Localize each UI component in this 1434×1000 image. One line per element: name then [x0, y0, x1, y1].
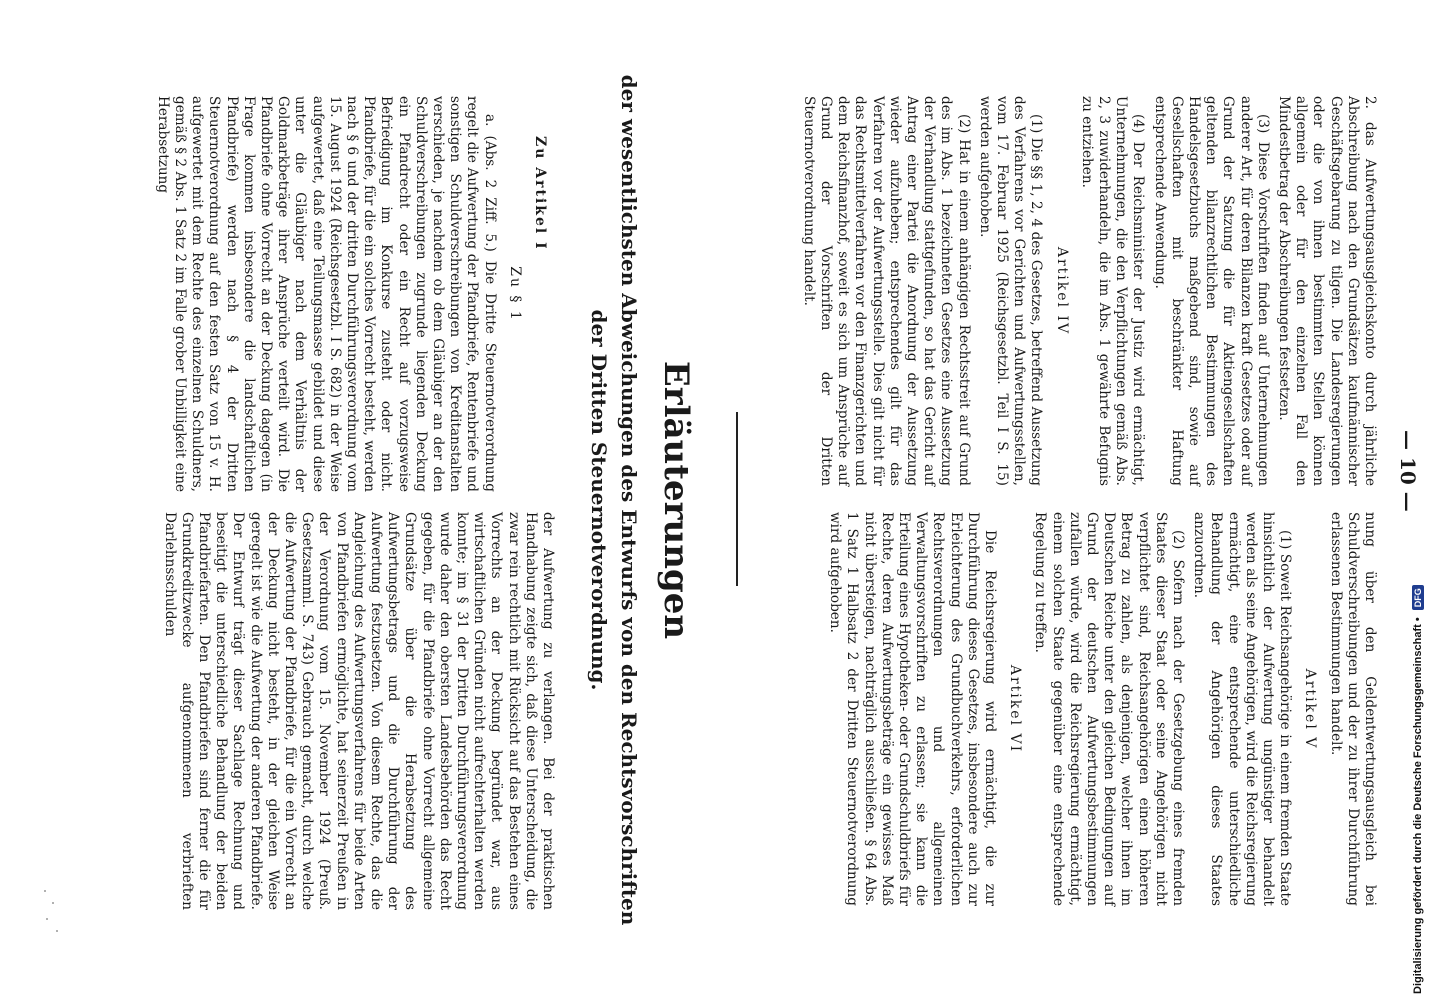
article-heading: Artikel IV	[1053, 246, 1070, 336]
paragraph: (2) Sofern nach der Gesetzgebung eines fremden Staates dieser Staat oder seine Angehörigen nicht verpflichtet sind, Reichsangehörigen einen höheren Betrag zu zahlen, als denjenigen, welcher ihnen im Deutschen Reiche unter den gleichen Bedingungen auf Grund der deutschen Aufwertungsbestimmungen zufallen würde, wird die Reichsregierung ermächtigt, einem solchen Staate gegenüber eine entsprechende Regelung zu treffen.	[1032, 512, 1186, 906]
heading-subtitle: der Dritten Steuernotverordnung.	[587, 309, 611, 691]
paragraph: (4) Der Reichsminister der Justiz wird ermächtigt, Unternehmungen, die den Verpflichtungen gemäß Abs. 2, 3 zuwiderhandeln, die im Abs. 1 gewährte Befugnis zu entziehen.	[1078, 96, 1147, 486]
paragraph: 2. das Aufwertungsausgleichskonto durch jährliche Abschreibung nach den Grundsätzen kaufmännischer Geschäftsgebarung zu tilgen. Die Landesregierungen oder die von ihnen bestimmten Stellen können allgemein oder für den einzelnen Fall den Mindestbetrag der Abschreibungen festsetzen.	[1275, 96, 1378, 486]
paragraph: Die Reichsregierung wird ermächtigt, die zur Durchführung dieses Gesetzes, insbesondere auch zur Erleichterung des Grundbuchverkehrs, erforderlichen Rechtsverordnungen und allgemeinen Verwaltungsvorschriften zu erlassen; sie kann die Erteilung eines Hypotheken- oder Grundschuldbriefs für Rechte, deren Aufwertungsbeträge ein gewisses Maß nicht übersteigen, nachträglich ausschließen. § 64 Abs. 1 Satz 1 Halbsatz 2 der Dritten Steuernotverordnung wird aufgehoben.	[827, 512, 998, 906]
section-divider	[736, 412, 738, 586]
dfg-logo: DFG	[1412, 585, 1424, 610]
digitization-credit-strip	[1406, 0, 1434, 1000]
paragraph: der Aufwertung zu verlangen. Bei der praktischen Handhabung zeigte sich, daß diese Unterscheidung, die zwar rein rechtlich mit Rücksicht auf das Bestehen eines Vorrechts an der Deckung begründet war, aus wirtschaftlichen Gründen nicht aufrechterhalten werden konnte; im § 31 der Dritten Durchführungsverordnung wurde daher den obersten Landesbehörden das Recht gegeben, für die Pfandbriefe ohne Vorrecht allgemeine Grundsätze über die Herabsetzung des Aufwertungsbetrags und die Durchführung der Aufwertung festzusetzen. Von diesem Rechte, das die Angleichung des Aufwertungsverfahrens für beide Arten von Pfandbriefen ermöglichte, hat seinerzeit Preußen in der Verordnung vom 15. November 1924 (Preuß. Gesetzsamml. S. 743) Gebrauch gemacht, durch welche die Aufwertung der Pfandbriefe, für die ein Vorrecht an der Deckung nicht besteht, in der gleichen Weise geregelt ist wie die Aufwertung der anderen Pfandbriefe. Der Entwurf trägt dieser Sachlage Rechnung und beseitigt die unterschiedliche Behandlung der beiden Pfandbriefarten. Den Pfandbriefen sind ferner die für Grundkreditzwecke aufgenommenen verbrieften Darlehnsschulden	[161, 512, 556, 910]
paragraph: (2) Hat in einem anhängigen Rechtsstreit auf Grund des im Abs. 1 bezeichneten Gesetzes eine Aussetzung der Verhandlung stattgefunden, so hat das Gericht auf Antrag einer Partei die Anordnung der Aussetzung wieder aufzuheben; entsprechendes gilt für das Verfahren vor der Aufwertungsstelle. Dies gilt nicht für das Rechtsmittelverfahren vor den Finanzgerichten und dem Reichsfinanzhof, soweit es sich um Ansprüche auf Grund der Vorschriften der Dritten Steuernotverordnung handelt.	[800, 96, 972, 486]
paragraph: nung über den Geldentwertungsausgleich bei Schuldverschreibungen und der zu ihrer Durchführung erlassenen Bestimmungen handelt.	[1327, 512, 1378, 906]
heading-subtitle: der wesentlichsten Abweichungen des Entwurfs von den Rechtsvorschriften	[617, 74, 641, 926]
paragraph: (3) Diese Vorschriften finden auf Unternehmungen anderer Art, für deren Bilanzen kraft Gesetzes oder auf Grund der Satzung die für Aktiengesellschaften geltenden bilanzrechtlichen Bestimmungen des Handelsgesetzbuchs maßgebend sind, sowie auf Gesellschaften mit beschränkter Haftung entsprechende Anwendung.	[1151, 96, 1271, 486]
credit-text: Digitalisierung gefördert durch die Deutsche Forschungsgemeinschaft •	[1412, 617, 1424, 994]
lower-left-column	[150, 96, 556, 492]
section-heading: Zu § 1	[506, 266, 523, 322]
digitization-credit	[1412, 4, 1424, 994]
paragraph: a. (Abs. 2 Ziff. 5.) Die Dritte Steuernotverordnung regelt die Aufwertung der Pfandbriefe, Rentenbriefe und sonstigen Schuldverschreibungen von Kreditanstalten verschieden, je nachdem ob dem Gläubiger an der den Schuldverschreibungen zugrunde liegenden Deckung ein Pfandrecht oder ein Recht auf vorzugsweise Befriedigung im Konkurse zusteht oder nicht. Pfandbriefe, für die ein solches Vorrecht besteht, werden nach § 6 und der dritten Durchführungsverordnung vom 15. August 1924 (Reichsgesetzbl. I S. 682) in der Weise aufgewertet, daß eine Teilungsmasse gebildet und diese unter die Gläubiger nach dem Verhältnis der Goldmarkbeträge ihrer Ansprüche verteilt wird. Die Pfandbriefe ohne Vorrecht an der Deckung dagegen (in Frage kommen insbesondere die landschaftlichen Pfandbriefe) werden nach § 4 der Dritten Steuernotverordnung auf den festen Satz von 15 v. H. aufgewertet mit dem Rechte des einzelnen Schuldners, gemäß § 2 Abs. 1 Satz 2 im Falle grober Unbilligkeit eine Herabsetzung	[154, 96, 498, 492]
lower-right-column	[156, 512, 556, 910]
page-number: — 10 —	[1396, 430, 1420, 512]
main-heading: Erläuterungen	[656, 360, 696, 640]
section-heading: Zu Artikel I	[532, 136, 548, 251]
upper-left-column	[796, 96, 1379, 486]
upper-right-column	[822, 512, 1378, 906]
paragraph: (1) Soweit Reichsangehörige in einem fremden Staate hinsichtlich der Aufwertung ungünstiger behandelt werden als seine Angehörigen, wird die Reichsregierung ermächtigt, eine entsprechende unterschiedliche Behandlung der Angehörigen dieses Staates anzuordnen.	[1191, 512, 1294, 906]
paragraph: (1) Die §§ 1, 2, 4 des Gesetzes, betreffend Aussetzung des Verfahrens vor Gerichten und Aufwertungsstellen, vom 17. Februar 1925 (Reichsgesetzbl. Teil I S. 15) werden aufgehoben.	[976, 96, 1045, 486]
scan-artifacts	[40, 880, 70, 940]
article-heading: Artikel V	[1302, 668, 1319, 750]
article-heading: Artikel VI	[1007, 664, 1024, 754]
